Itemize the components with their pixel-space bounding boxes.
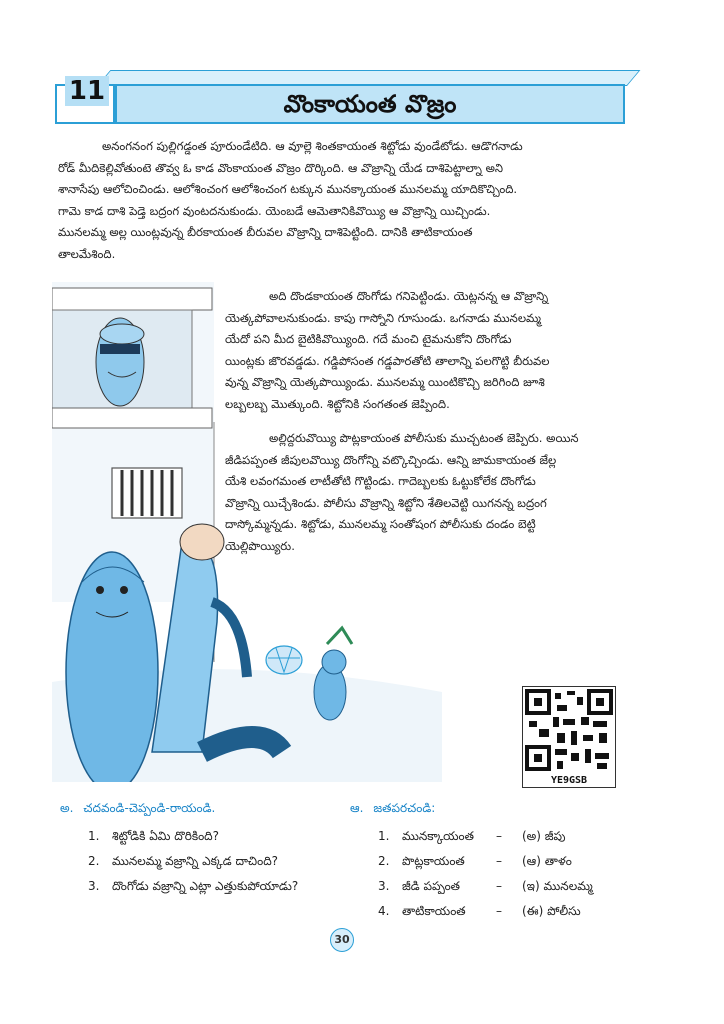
match-row <box>378 849 638 874</box>
story-line: యేదో పని మీద బైటికివొయ్యింది. గదే మంచి టైమనుకోని దొంగోడు <box>225 332 512 346</box>
thief-illustration <box>96 318 144 406</box>
match-right: (ఈ) పోలీసు <box>522 904 581 918</box>
story-line: దాస్కోమ్మన్నడు. శిట్టోడు, మునలమ్మ సంతోషంగ పోలీసుకు దండం బెట్టి <box>225 517 536 531</box>
gourd-character-illustration <box>66 552 158 782</box>
story-line: యెత్కపోవాలనుకుండు. కాపు గాస్నోని గూసుండు. ఒగనాడు మునలమ్మ <box>225 310 542 325</box>
match-row <box>378 824 638 849</box>
match-dash: – <box>496 879 502 893</box>
story-paragraph-1 <box>58 136 624 265</box>
exercise-a-mark: అ. <box>60 801 74 815</box>
match-row <box>378 899 638 924</box>
match-left: మునక్కాయంత <box>402 829 474 843</box>
qr-code[interactable] <box>522 686 616 788</box>
story-line: రోడ్ మీదికెల్లివోతుంటె తొవ్వ ఓ కాడ వొంకాయంత వొజ్రం దొర్కింది. ఆ వొజ్రాన్ని యేడ దాశిపెట్టాల్నా అని <box>58 160 504 175</box>
match-left: జీడి పప్పంత <box>402 879 461 893</box>
match-right: (అ) జీపు <box>522 829 566 843</box>
question-text: మునలమ్మ వజ్రాన్ని ఎక్కడ దాచింది? <box>112 854 279 868</box>
lesson-number: 11 <box>68 76 106 106</box>
exercise-a-heading <box>60 801 215 818</box>
story-paragraph-2 <box>225 286 625 415</box>
exercise-b-matches <box>378 824 638 924</box>
page-number: 30 <box>330 928 354 952</box>
match-dash: – <box>496 904 502 918</box>
story-line: యింట్లకు జొరవడ్డడు. గడ్డిపోసంత గడ్డపారతోటి తాలాన్ని పలగొట్టి బీరువల <box>225 353 550 368</box>
exercise-a-title: చదవండి-చెప్పండి-రాయండి. <box>83 801 216 815</box>
story-paragraph-3 <box>225 428 625 557</box>
question-number: 2. <box>88 854 100 868</box>
story-line: అల్లిద్దరువొయ్యి పొట్లకాయంత పోలీసుకు ముచ్చటంత జెప్పిరు. అయిన <box>269 431 579 445</box>
question-item <box>88 849 298 874</box>
match-dash: – <box>496 854 502 868</box>
qr-code-label: YE9GSB <box>550 775 588 786</box>
story-line: వొజ్రాన్ని యిచ్చేశిండు. పోలీసు వొజ్రాన్ని శిట్టోని శేతిలవెట్టి యిగనన్న బద్రంగ <box>225 495 547 510</box>
story-line: మునలమ్మ అల్ల యింట్లవున్న బీరకాయంత బీరువల వొజ్రాన్ని దాశిపెట్టింది. దానికి తాటికాయంత <box>58 225 473 239</box>
lesson-title: వొంకాయంత వొజ్రం <box>283 90 457 118</box>
match-number: 2. <box>378 854 390 868</box>
question-item <box>88 824 298 849</box>
question-text: దొంగోడు వజ్రాన్ని ఎట్లా ఎత్తుకుపోయాడు? <box>112 879 299 893</box>
question-text: శిట్టోడికి ఏమి దొరికింది? <box>112 829 220 843</box>
story-line: లబ్బలబ్బ మొత్కుంది. శిట్టోనికి సంగతంత జెప్పింది. <box>225 396 450 411</box>
match-left: తాటికాయంత <box>402 904 466 918</box>
match-number: 4. <box>378 904 390 918</box>
qr-pattern-icon <box>523 687 615 773</box>
question-number: 3. <box>88 879 100 893</box>
match-right: (ఇ) మునలమ్మ <box>522 879 593 893</box>
lesson-banner <box>55 70 625 125</box>
story-line: యెల్లిపొయ్యిరు. <box>225 538 295 553</box>
story-line: తాలమేశింది. <box>58 246 116 261</box>
question-item <box>88 874 298 899</box>
story-line: గామె కాడ దాశి పెడ్తె బద్రంగ వుంటదనుకుండు. యెంబడే ఆమెతానికివొయ్యి ఆ వొజ్రాన్ని యిచ్చిండు. <box>58 203 491 218</box>
match-number: 1. <box>378 829 390 843</box>
story-line: అది దొండకాయంత దొంగోడు గనిపెట్టిండు. యెట్లనన్న ఆ వొజ్రాన్ని <box>269 289 549 303</box>
exercise-b-heading <box>350 801 435 818</box>
question-number: 1. <box>88 829 100 843</box>
match-dash: – <box>496 829 502 843</box>
match-left: పొట్లకాయంత <box>402 854 465 868</box>
exercise-b-title: జతపరచండి: <box>373 801 436 815</box>
diamond-illustration <box>266 646 302 674</box>
story-line: శానాసేపు ఆలోచించిండు. ఆలోశించంగ ఆలోశించంగ టక్కున మునక్కాయంత మునలమ్మ యాదికొచ్చింది. <box>58 182 518 196</box>
story-line: అనంగనంగ పుల్లిగడ్డంత పూరుండేటిది. ఆ వూల్లె శింతకాయంత శిట్టోడు వుండేటోడు. ఆడొగనాడు <box>102 139 523 153</box>
story-line: వున్న వొజ్రాన్ని యెత్కపొయ్యిండు. మునలమ్మ యింటికొచ్చి జరిగింది జూశి <box>225 375 545 389</box>
match-row <box>378 874 638 899</box>
story-line: యేశి లవంగమంత లాటీతోటి గొట్టిండు. గాదెబ్బలకు ఓట్టుకోలేక దొంగోడు <box>225 474 536 488</box>
match-right: (ఆ) తాళం <box>522 854 572 868</box>
story-line: జీడిపప్పంత జీపులవొయ్యి దొంగోన్ని వట్కొచ్చిండు. ఆన్ని జామకాయంత జేల్ల <box>225 452 557 467</box>
exercise-b-mark: ఆ. <box>350 801 364 815</box>
match-number: 3. <box>378 879 390 893</box>
exercise-a-questions <box>88 824 298 899</box>
